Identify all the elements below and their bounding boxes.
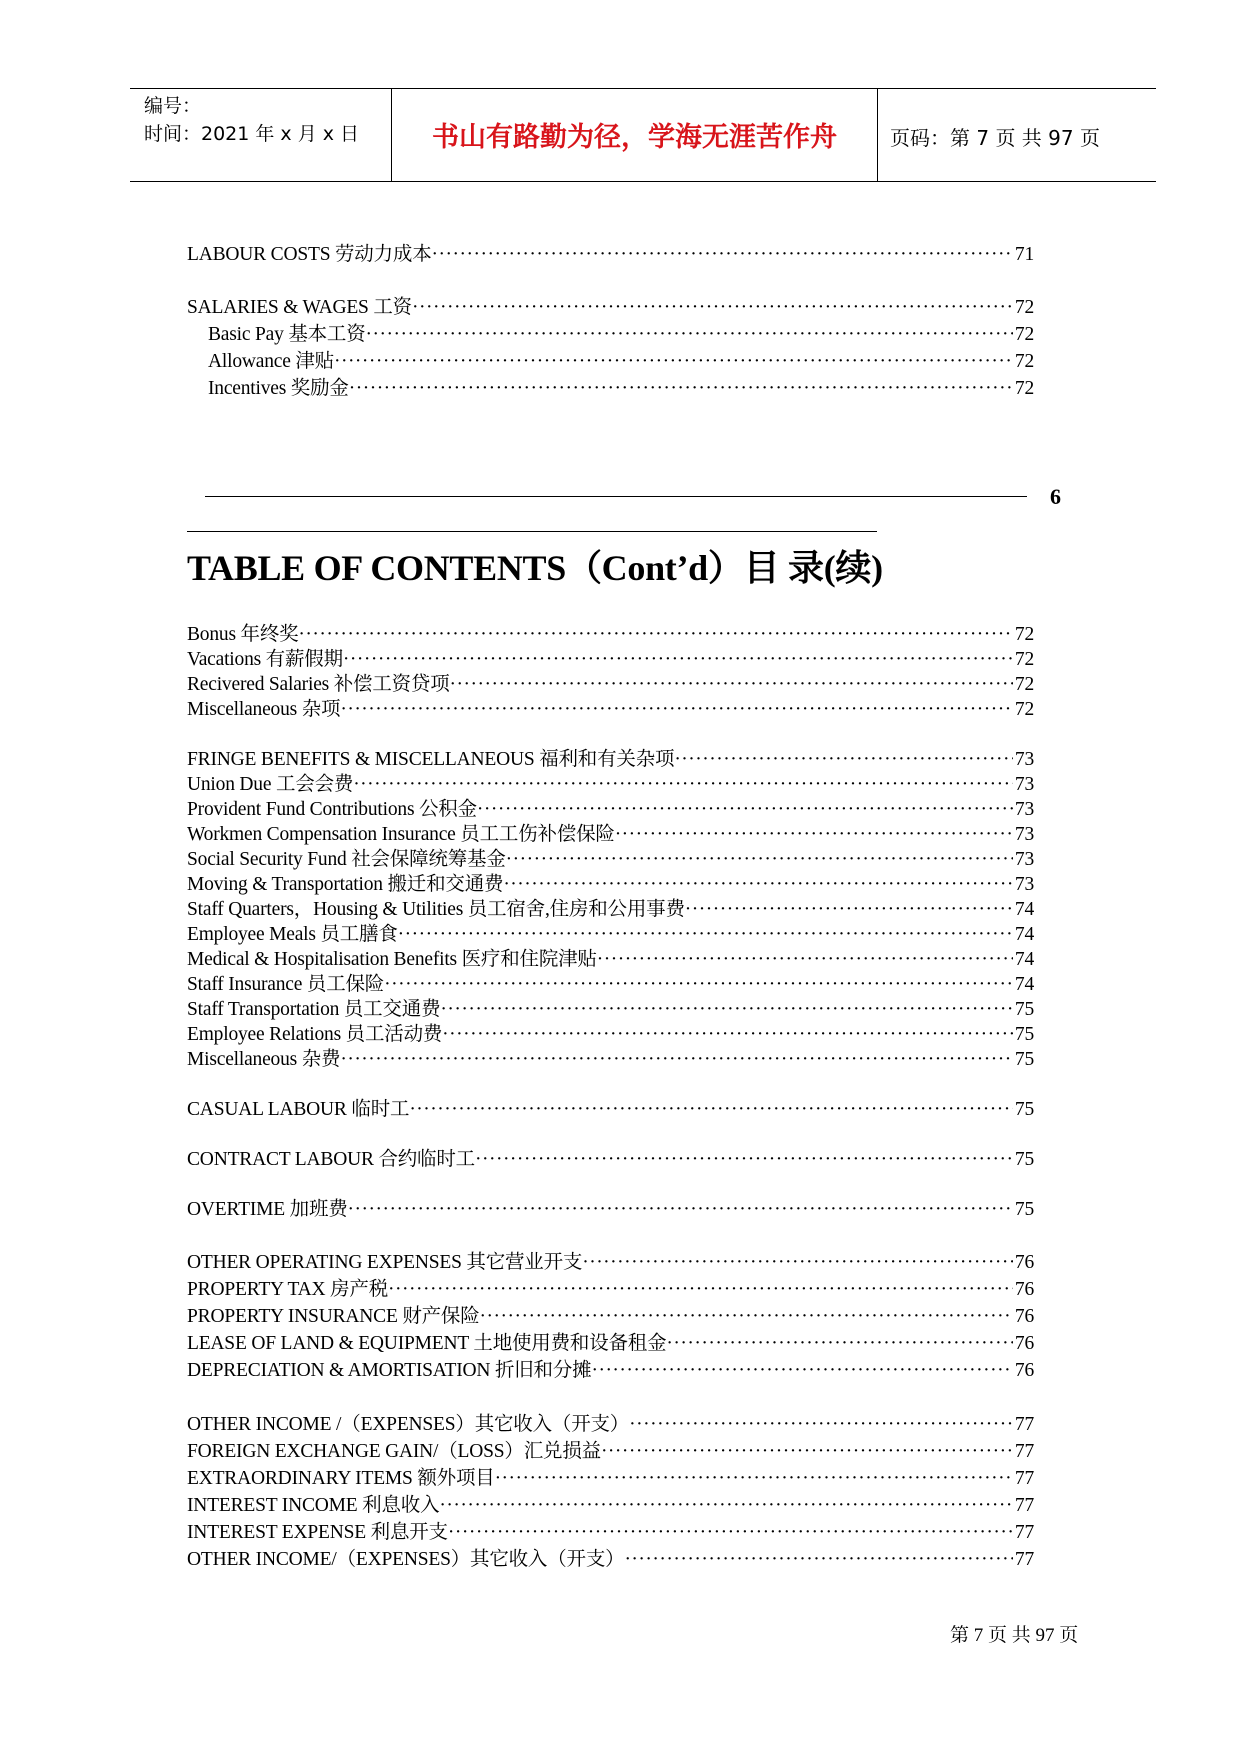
toc-subentry: [208, 318, 1034, 345]
toc-entry: [187, 1093, 1034, 1120]
toc-entry-page: 74: [1014, 974, 1034, 995]
header-motto-cell: [392, 89, 878, 181]
toc-entry: [187, 1516, 1034, 1543]
toc-leader-dots: [629, 1414, 1013, 1436]
toc-entry-title: LABOUR COSTS 劳动力成本: [187, 244, 432, 265]
toc-entry-title: Miscellaneous 杂费: [187, 1049, 341, 1070]
toc-entry-title: Staff Transportation 员工交通费: [187, 999, 441, 1020]
toc-title: TABLE OF CONTENTS（Cont’d）目 录(续): [187, 548, 883, 588]
page-footer: 第 7 页 共 97 页: [950, 1625, 1079, 1646]
toc-entry-page: 76: [1014, 1333, 1034, 1354]
toc-entry-title: Staff Insurance 员工保险: [187, 974, 385, 995]
toc-entry-title: Recivered Salaries 补偿工资贷项: [187, 674, 450, 695]
toc-entry: [187, 1273, 1034, 1300]
toc-leader-dots: [366, 324, 1013, 346]
toc-entry-title: DEPRECIATION & AMORTISATION 折旧和分摊: [187, 1360, 592, 1381]
toc-entry-page: 77: [1014, 1441, 1034, 1462]
toc-leader-dots: [348, 1199, 1013, 1221]
toc-entry: [187, 1354, 1034, 1381]
toc-entry: [187, 993, 1034, 1020]
toc-entry: [187, 1018, 1034, 1045]
toc-entry: [187, 1300, 1034, 1327]
toc-entry-title: Allowance 津贴: [208, 351, 334, 372]
toc-entry: [187, 943, 1034, 970]
toc-entry-page: 77: [1014, 1549, 1034, 1570]
toc-entry-title: Social Security Fund 社会保障统筹基金: [187, 849, 506, 870]
previous-page-number: 6: [1050, 484, 1061, 509]
toc-entry-page: 75: [1014, 1149, 1034, 1170]
toc-entry: [187, 893, 1034, 920]
toc-entry-page: 76: [1014, 1306, 1034, 1327]
toc-entry-title: CONTRACT LABOUR 合约临时工: [187, 1149, 475, 1170]
toc-entry-page: 72: [1014, 297, 1034, 318]
toc-leader-dots: [591, 1360, 1012, 1382]
toc-entry: [187, 1193, 1034, 1220]
toc-entry-title: FOREIGN EXCHANGE GAIN/（LOSS）汇兑损益: [187, 1441, 601, 1462]
toc-entry: [187, 1489, 1034, 1516]
toc-entry-title: CASUAL LABOUR 临时工: [187, 1099, 410, 1120]
toc-leader-dots: [412, 297, 1013, 319]
header-meta-cell: [130, 89, 392, 181]
toc-entry-page: 74: [1014, 899, 1034, 920]
toc-entry: [187, 1435, 1034, 1462]
toc-entry-page: 76: [1014, 1252, 1034, 1273]
toc-entry-page: 73: [1014, 849, 1034, 870]
header-page-cell: [878, 89, 1156, 181]
toc-leader-dots: [334, 351, 1013, 373]
toc-entry-title: Bonus 年终奖: [187, 624, 299, 645]
toc-leader-dots: [409, 1099, 1013, 1121]
toc-entry-title: PROPERTY INSURANCE 财产保险: [187, 1306, 480, 1327]
header-motto: 书山有路勤为径，学海无涯苦作舟: [432, 122, 837, 153]
toc-entry-title: OTHER INCOME /（EXPENSES）其它收入（开支）: [187, 1414, 630, 1435]
toc-entry: [187, 1043, 1034, 1070]
toc-entry: [187, 1462, 1034, 1489]
toc-entry-page: 77: [1014, 1495, 1034, 1516]
toc-entry: [187, 618, 1034, 645]
toc-entry-page: 76: [1014, 1279, 1034, 1300]
toc-entry-title: OVERTIME 加班费: [187, 1199, 348, 1220]
toc-entry-title: Union Due 工会会费: [187, 774, 354, 795]
toc-entry-page: 75: [1014, 1049, 1034, 1070]
toc-entry-page: 74: [1014, 924, 1034, 945]
toc-entry-title: OTHER OPERATING EXPENSES 其它营业开支: [187, 1252, 583, 1273]
toc-entry: [187, 868, 1034, 895]
toc-entry-page: 72: [1014, 674, 1034, 695]
toc-entry-title: Provident Fund Contributions 公积金: [187, 799, 477, 820]
toc-entry: [187, 1543, 1034, 1570]
toc-entry-page: 72: [1014, 378, 1034, 399]
toc-entry-page: 73: [1014, 824, 1034, 845]
toc-entry-title: Basic Pay 基本工资: [208, 324, 366, 345]
toc-entry: [187, 843, 1034, 870]
toc-entry-page: 76: [1014, 1360, 1034, 1381]
toc-subentry: [208, 345, 1034, 372]
toc-entry-page: 72: [1014, 624, 1034, 645]
toc-entry: [187, 768, 1034, 795]
document-time-label: 时间：2021 年 x 月 x 日: [144, 123, 360, 145]
toc-entry: [187, 1327, 1034, 1354]
toc-leader-dots: [340, 1049, 1013, 1071]
toc-entry-title: Staff Quarters，Housing & Utilities 员工宿舍,住房和公用事费: [187, 899, 685, 920]
toc-entry: [187, 1143, 1034, 1170]
toc-entry: [187, 1246, 1034, 1273]
toc-entry-title: LEASE OF LAND & EQUIPMENT 土地使用费和设备租金: [187, 1333, 667, 1354]
toc-entry-page: 73: [1014, 749, 1034, 770]
toc-entry-page: 77: [1014, 1468, 1034, 1489]
toc-entry-page: 72: [1014, 351, 1034, 372]
toc-entry-page: 71: [1014, 244, 1034, 265]
page-separator-line: [205, 496, 1027, 497]
header-page-code: 页码：第 7 页 共 97 页: [890, 126, 1100, 150]
toc-leader-dots: [432, 244, 1013, 266]
toc-entry: [187, 743, 1034, 770]
toc-entry-page: 73: [1014, 874, 1034, 895]
document-number-label: 编号：: [144, 95, 202, 117]
toc-entry-title: Medical & Hospitalisation Benefits 医疗和住院津贴: [187, 949, 597, 970]
toc-entry-page: 75: [1014, 1024, 1034, 1045]
toc-leader-dots: [582, 1252, 1013, 1274]
toc-entry: [187, 918, 1034, 945]
toc-entry-page: 72: [1014, 699, 1034, 720]
toc-entry-title: OTHER INCOME/（EXPENSES）其它收入（开支）: [187, 1549, 625, 1570]
toc-leader-dots: [349, 378, 1013, 400]
toc-entry: [187, 968, 1034, 995]
toc-entry-page: 74: [1014, 949, 1034, 970]
toc-entry-title: Vacations 有薪假期: [187, 649, 343, 670]
toc-leader-dots: [480, 1306, 1013, 1328]
toc-entry-title: SALARIES & WAGES 工资: [187, 297, 412, 318]
document-header: [130, 88, 1156, 182]
toc-leader-dots: [340, 699, 1013, 721]
toc-entry-title: INTEREST EXPENSE 利息开支: [187, 1522, 448, 1543]
toc-entry-page: 73: [1014, 774, 1034, 795]
toc-entry: [187, 238, 1034, 265]
toc-entry-title: EXTRAORDINARY ITEMS 额外项目: [187, 1468, 495, 1489]
toc-entry-title: PROPERTY TAX 房产税: [187, 1279, 389, 1300]
toc-entry-title: Miscellaneous 杂项: [187, 699, 341, 720]
toc-leader-dots: [388, 1279, 1013, 1301]
toc-entry-page: 75: [1014, 1099, 1034, 1120]
title-rule: [187, 531, 877, 532]
toc-leader-dots: [475, 1149, 1013, 1171]
toc-entry: [187, 1408, 1034, 1435]
toc-entry-title: Employee Relations 员工活动费: [187, 1024, 443, 1045]
toc-entry-title: FRINGE BENEFITS & MISCELLANEOUS 福利和有关杂项: [187, 749, 675, 770]
toc-entry-title: Workmen Compensation Insurance 员工工伤补偿保险: [187, 824, 615, 845]
toc-entry-page: 72: [1014, 324, 1034, 345]
toc-entry: [187, 291, 1034, 318]
toc-entry-title: Moving & Transportation 搬迁和交通费: [187, 874, 504, 895]
toc-entry-page: 73: [1014, 799, 1034, 820]
toc-leader-dots: [666, 1333, 1012, 1355]
toc-entry-page: 75: [1014, 999, 1034, 1020]
toc-entry-title: Incentives 奖励金: [208, 378, 349, 399]
toc-entry: [187, 668, 1034, 695]
toc-entry: [187, 693, 1034, 720]
toc-leader-dots: [624, 1549, 1012, 1571]
toc-subentry: [208, 372, 1034, 399]
toc-entry: [187, 818, 1034, 845]
toc-leader-dots: [448, 1522, 1013, 1544]
toc-entry-page: 77: [1014, 1522, 1034, 1543]
toc-leader-dots: [601, 1441, 1013, 1463]
toc-entry-page: 72: [1014, 649, 1034, 670]
toc-entry: [187, 643, 1034, 670]
toc-entry-title: INTEREST INCOME 利息收入: [187, 1495, 440, 1516]
toc-entry-title: Employee Meals 员工膳食: [187, 924, 398, 945]
toc-entry-page: 77: [1014, 1414, 1034, 1435]
toc-entry: [187, 793, 1034, 820]
toc-leader-dots: [495, 1468, 1013, 1490]
toc-leader-dots: [439, 1495, 1013, 1517]
toc-entry-page: 75: [1014, 1199, 1034, 1220]
